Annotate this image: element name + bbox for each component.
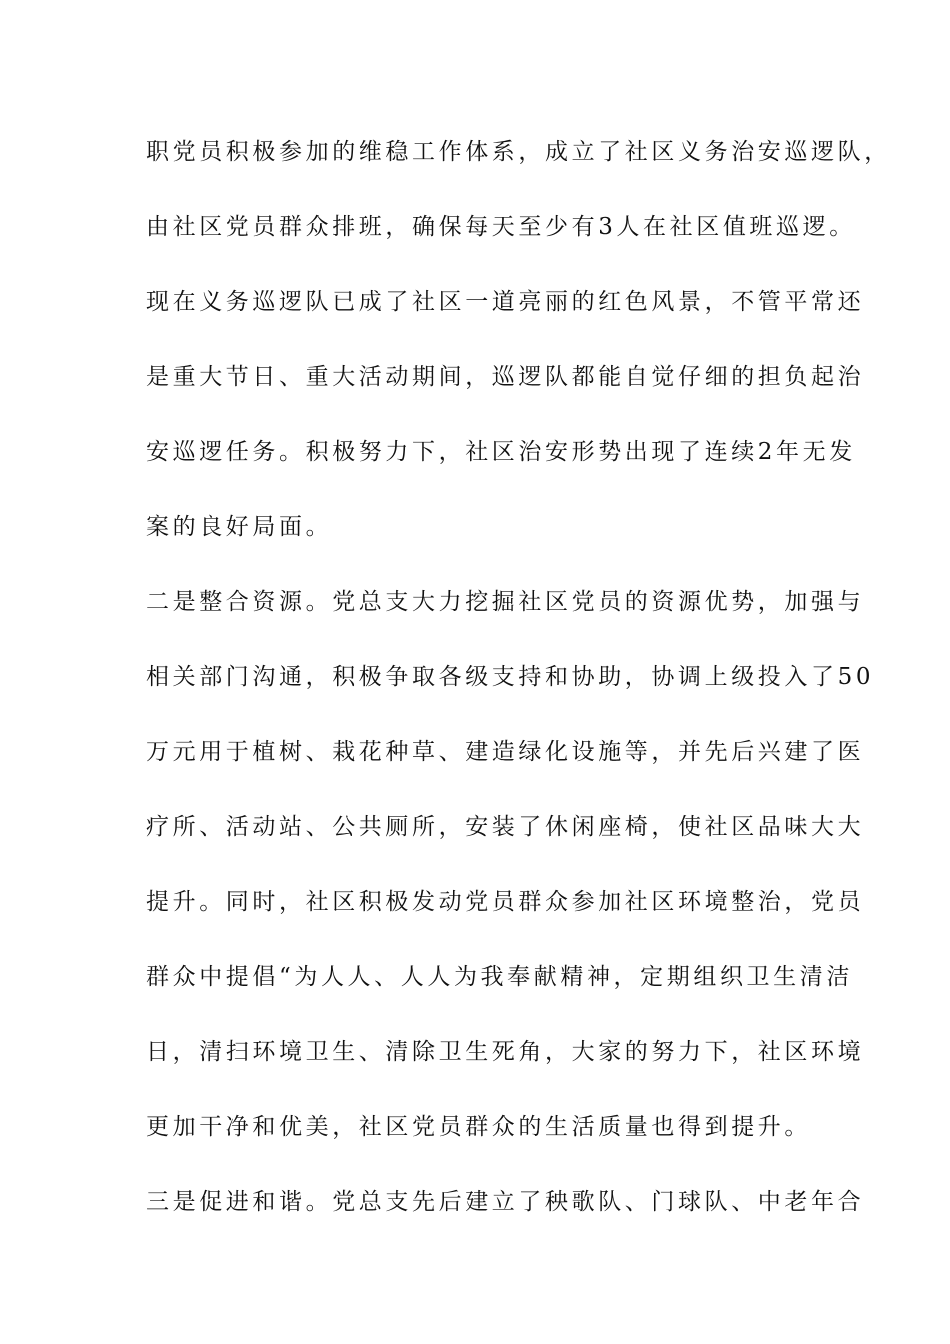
text-line: 职党员积极参加的维稳工作体系，成立了社区义务治安巡逻队， xyxy=(146,139,891,165)
text-line: 是重大节日、重大活动期间，巡逻队都能自觉仔细的担负起治 xyxy=(146,364,865,390)
text-line: 相关部门沟通，积极争取各级支持和协助，协调上级投入了50 xyxy=(146,664,875,690)
text-line: 群众中提倡“为人人、人人为我奉献精神，定期组织卫生清洁 xyxy=(146,964,853,990)
text-line: 疗所、活动站、公共厕所，安装了休闲座椅，使社区品味大大 xyxy=(146,814,865,840)
text-line: 日，清扫环境卫生、清除卫生死角，大家的努力下，社区环境 xyxy=(146,1039,865,1065)
text-line: 案的良好局面。 xyxy=(146,514,333,540)
text-line: 三是促进和谐。党总支先后建立了秧歌队、门球队、中老年合 xyxy=(146,1189,865,1215)
text-line: 提升。同时，社区积极发动党员群众参加社区环境整治，党员 xyxy=(146,889,865,915)
body-text xyxy=(146,136,891,1261)
text-line: 二是整合资源。党总支大力挖掘社区党员的资源优势，加强与 xyxy=(146,589,865,615)
text-line: 安巡逻任务。积极努力下，社区治安形势出现了连续2年无发 xyxy=(146,439,856,465)
text-line: 万元用于植树、栽花种草、建造绿化设施等，并先后兴建了医 xyxy=(146,739,865,765)
text-line: 更加干净和优美，社区党员群众的生活质量也得到提升。 xyxy=(146,1114,811,1140)
text-line: 由社区党员群众排班，确保每天至少有3人在社区值班巡逻。 xyxy=(146,214,856,240)
text-line: 现在义务巡逻队已成了社区一道亮丽的红色风景，不管平常还 xyxy=(146,289,865,315)
